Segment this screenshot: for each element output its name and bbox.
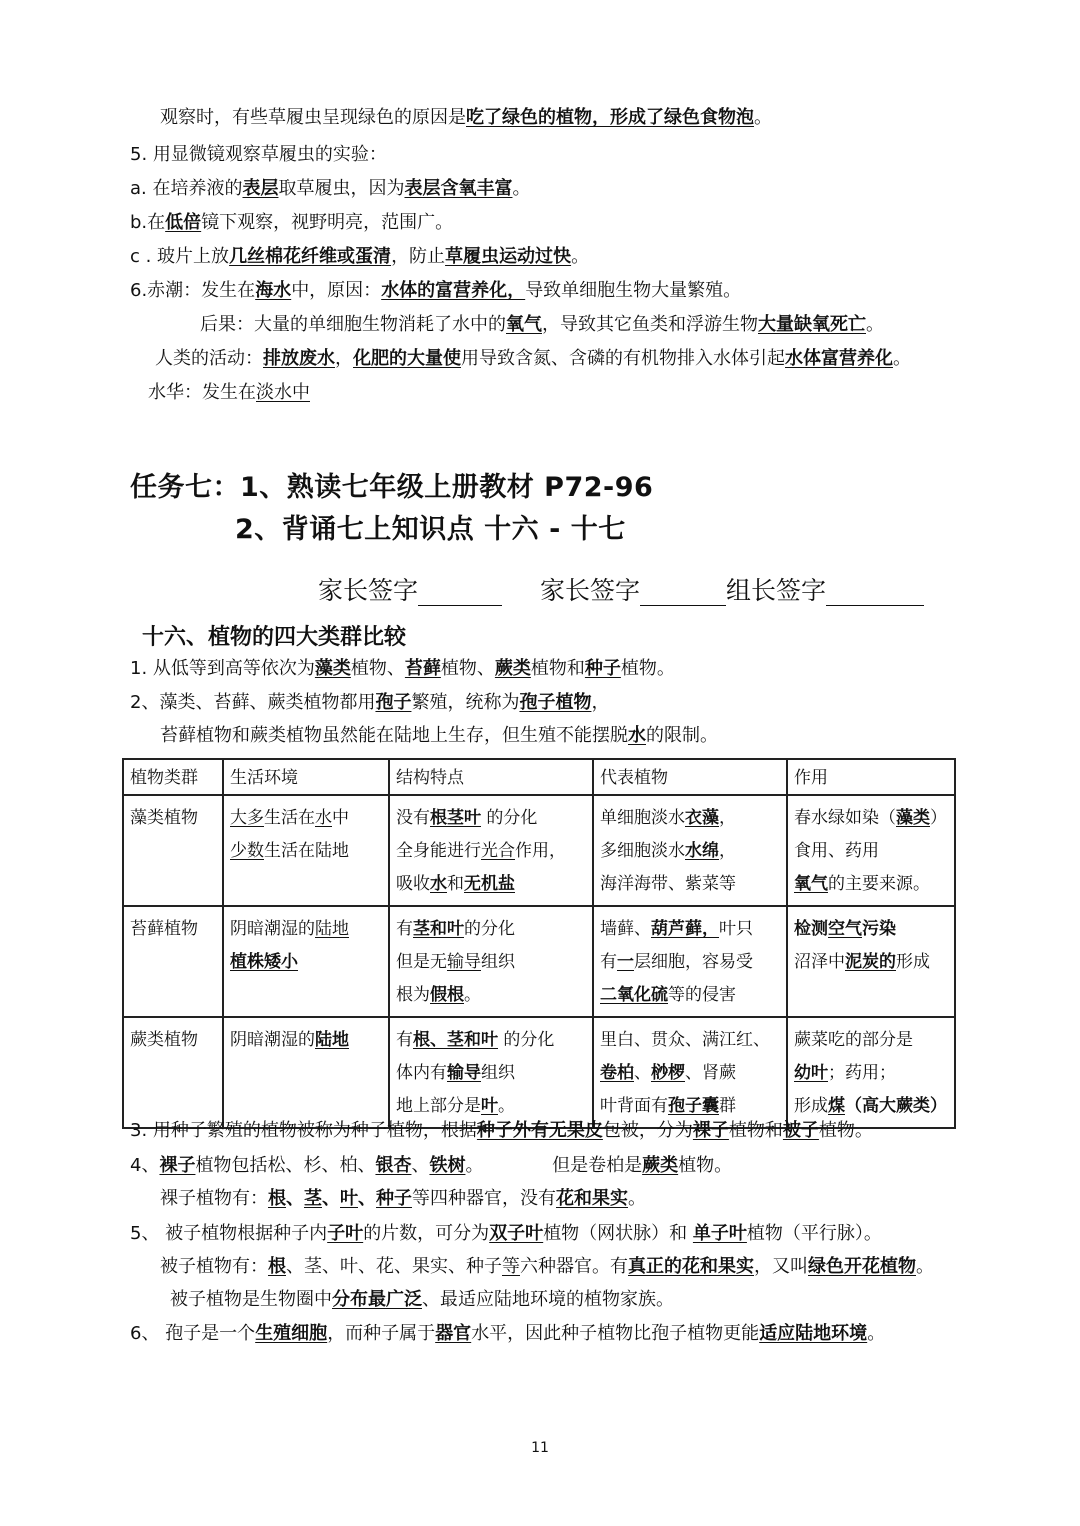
answer: 表层 bbox=[242, 178, 279, 199]
table-row bbox=[123, 795, 955, 906]
text: 、 bbox=[358, 1188, 376, 1209]
leader-signature-blank[interactable] bbox=[826, 576, 924, 606]
text: 水华：发生在 bbox=[148, 382, 256, 403]
answer: 蕨类 bbox=[642, 1155, 679, 1176]
text: ， bbox=[719, 808, 736, 828]
text: 。 bbox=[866, 314, 884, 335]
answer: 苔藓 bbox=[404, 658, 441, 679]
answer: 大量缺氧死亡 bbox=[758, 314, 866, 335]
answer: 孢子植物 bbox=[519, 692, 592, 713]
text: c . 玻片上放 bbox=[130, 246, 230, 267]
line-microscope-title bbox=[130, 143, 387, 167]
table-header: 生活环境 bbox=[223, 759, 389, 795]
text: 后果：大量的单细胞生物消耗了水中的 bbox=[200, 314, 506, 335]
env-cell bbox=[223, 795, 389, 906]
answer: 衣藻 bbox=[685, 808, 719, 828]
group-name: 藻类植物 bbox=[123, 795, 223, 906]
answer: 根、茎和叶 bbox=[413, 1030, 498, 1050]
text: 裸子植物有： bbox=[160, 1188, 268, 1209]
parent-signature-blank-1[interactable] bbox=[418, 576, 502, 606]
text: 取草履虫，因为 bbox=[278, 178, 405, 199]
text: ，又叫 bbox=[754, 1256, 808, 1277]
answer: 真正的花和果实 bbox=[628, 1256, 754, 1277]
answer: 几丝棉花纤维或蛋清 bbox=[229, 246, 392, 267]
line-observe-green bbox=[160, 106, 772, 130]
after-p4b bbox=[160, 1187, 646, 1211]
line-b bbox=[130, 211, 453, 235]
text: 、茎、叶、花、果实、种子 bbox=[286, 1256, 502, 1277]
text: 5. 用显微镜观察草履虫的实验： bbox=[130, 144, 387, 165]
text: 植物、 bbox=[440, 658, 495, 679]
table-header: 代表植物 bbox=[593, 759, 787, 795]
answer: 光合 bbox=[481, 841, 515, 861]
text: 中，原因： bbox=[291, 280, 382, 301]
answer: 植株矮小 bbox=[230, 952, 298, 972]
answer: 孢子 bbox=[375, 692, 412, 713]
text: 、 bbox=[286, 1188, 304, 1209]
text: 苔藓植物和蕨类植物虽然能在陆地上生存，但生殖不能摆脱 bbox=[160, 725, 628, 746]
answer: 双子叶 bbox=[489, 1223, 544, 1244]
answer: 蕨类 bbox=[494, 658, 531, 679]
answer: 大多 bbox=[230, 808, 264, 828]
task-title-line2: 2、背诵七上知识点 十六 - 十七 bbox=[235, 514, 626, 545]
answer: 绿色开花植物 bbox=[808, 1256, 916, 1277]
answer: 种子 bbox=[376, 1188, 412, 1209]
text: 的主要来源。 bbox=[828, 874, 930, 894]
text: 、肾蕨 bbox=[685, 1063, 736, 1083]
text: 包被，分为 bbox=[602, 1120, 693, 1141]
text: 的分化 bbox=[464, 919, 515, 939]
answer: 输导 bbox=[447, 1063, 481, 1083]
task-title-line1: 任务七：1、熟读七年级上册教材 P72-96 bbox=[130, 472, 654, 503]
answer: 藻类 bbox=[314, 658, 351, 679]
answer: 种子外有无果皮 bbox=[476, 1120, 603, 1141]
answer: 假根 bbox=[430, 985, 464, 1005]
text: 6.赤潮：发生在 bbox=[130, 280, 256, 301]
text: 被子植物是生物圈中 bbox=[170, 1289, 332, 1310]
table-header: 结构特点 bbox=[389, 759, 593, 795]
text: 里白、贯众、满江红、 bbox=[600, 1030, 770, 1050]
text: 生活在 bbox=[264, 808, 315, 828]
text: 、最适应陆地环境的植物家族。 bbox=[422, 1289, 674, 1310]
text: 阴暗潮湿的 bbox=[230, 919, 315, 939]
text: ） bbox=[930, 808, 947, 828]
after-p3 bbox=[130, 1119, 873, 1143]
text: 作用， bbox=[515, 841, 566, 861]
text: 六种器官。有 bbox=[520, 1256, 628, 1277]
answer: 裸子 bbox=[692, 1120, 729, 1141]
text: 和 bbox=[447, 874, 464, 894]
leader-signature-label: 组长签字 bbox=[726, 576, 827, 605]
struct-cell bbox=[389, 906, 593, 1017]
answer: 少数 bbox=[230, 841, 264, 861]
answer: 低倍 bbox=[165, 212, 202, 233]
use-cell bbox=[787, 906, 955, 1017]
line-c bbox=[130, 245, 589, 269]
answer: 根 bbox=[268, 1256, 286, 1277]
text: 植物。 bbox=[678, 1155, 733, 1176]
section-16-title: 十六、植物的四大类群比较 bbox=[142, 625, 407, 650]
text: 植物、 bbox=[350, 658, 405, 679]
text: 阴暗潮湿的 bbox=[230, 1030, 315, 1050]
answer: 分布最广泛 bbox=[332, 1289, 422, 1310]
parent-signature-label-1: 家长签字 bbox=[318, 576, 419, 605]
after-p5b bbox=[160, 1255, 934, 1279]
rep-cell bbox=[593, 906, 787, 1017]
answer: 茎 bbox=[304, 1188, 322, 1209]
table-header: 植物类群 bbox=[123, 759, 223, 795]
text: 体内有 bbox=[396, 1063, 447, 1083]
answer: 叶 bbox=[481, 1096, 498, 1116]
text: 沼泽中 bbox=[794, 952, 845, 972]
use-cell bbox=[787, 795, 955, 906]
text: 植物（网状脉）和 bbox=[543, 1223, 693, 1244]
answer: 化肥的大量使 bbox=[353, 348, 461, 369]
text: 中 bbox=[332, 808, 349, 828]
line-a bbox=[130, 177, 530, 201]
answer: 根茎叶 bbox=[430, 808, 481, 828]
answer: 被子 bbox=[782, 1120, 819, 1141]
text: 春水绿如染（ bbox=[794, 808, 896, 828]
answer: 茎和叶 bbox=[413, 919, 464, 939]
parent-signature-label-2: 家长签字 bbox=[540, 576, 641, 605]
text: 多细胞 bbox=[600, 841, 651, 861]
answer: 淡水中 bbox=[256, 382, 310, 403]
plant-comparison-table bbox=[122, 758, 956, 1129]
text: 用导致含氮、含磷的有机物排入水体引起 bbox=[461, 348, 785, 369]
text: 的分化 bbox=[498, 1030, 555, 1050]
answer: 水体富营养化 bbox=[785, 348, 893, 369]
answer: 陆地 bbox=[315, 1030, 349, 1050]
answer: 根 bbox=[268, 1188, 286, 1209]
answer: 葫芦藓， bbox=[651, 919, 719, 939]
text: 。 但是卷柏是 bbox=[465, 1155, 643, 1176]
text: 淡水 bbox=[651, 841, 685, 861]
after-p4 bbox=[130, 1154, 732, 1178]
text: 植物和 bbox=[728, 1120, 783, 1141]
text: ；药用； bbox=[828, 1063, 896, 1083]
text: 6、 孢子是一个 bbox=[130, 1323, 256, 1344]
answer: 煤 bbox=[828, 1096, 845, 1116]
text: 根为 bbox=[396, 985, 430, 1005]
answer: 水 bbox=[430, 874, 447, 894]
text: 叶只 bbox=[719, 919, 753, 939]
text: 淡水 bbox=[651, 808, 685, 828]
text: 。 bbox=[512, 178, 531, 199]
text: ，而种子属于 bbox=[327, 1323, 436, 1344]
group-name: 苔藓植物 bbox=[123, 906, 223, 1017]
text: ， bbox=[335, 348, 353, 369]
answer: 草履虫运动过快 bbox=[445, 246, 572, 267]
text: 。 bbox=[893, 348, 911, 369]
answer: 桫椤 bbox=[651, 1063, 685, 1083]
text: 被子植物有： bbox=[160, 1256, 268, 1277]
text: 检测 bbox=[794, 919, 828, 939]
text: 繁殖，统称为 bbox=[411, 692, 520, 713]
struct-cell bbox=[389, 1017, 593, 1128]
text: 5、 被子植物根据种子内 bbox=[130, 1223, 328, 1244]
page-number: 11 bbox=[531, 1440, 549, 1456]
table-row bbox=[123, 1017, 955, 1128]
after-p5 bbox=[130, 1222, 882, 1246]
answer: 单子叶 bbox=[692, 1223, 747, 1244]
text: 组织 bbox=[481, 952, 515, 972]
text: 、 bbox=[634, 1063, 651, 1083]
answer: 种子 bbox=[584, 658, 621, 679]
answer: 氧气 bbox=[794, 874, 828, 894]
text: 导致单细胞生物大量繁殖。 bbox=[525, 280, 742, 301]
text: 但是无 bbox=[396, 952, 447, 972]
answer: 铁树 bbox=[429, 1155, 466, 1176]
text: ， bbox=[719, 841, 736, 861]
text: 人类的活动： bbox=[155, 348, 263, 369]
answer: 输导 bbox=[447, 952, 481, 972]
answer: 空气 bbox=[828, 919, 862, 939]
answer: 水绵 bbox=[685, 841, 719, 861]
text: 等四种器官，没有 bbox=[412, 1188, 556, 1209]
text: a. 在培养液的 bbox=[130, 178, 243, 199]
answer: 海水 bbox=[255, 280, 292, 301]
line-consequence bbox=[200, 313, 884, 337]
answer: 等 bbox=[502, 1256, 520, 1277]
text: 。 bbox=[464, 985, 481, 1005]
text: 单细胞 bbox=[600, 808, 651, 828]
answer: 二氧化硫 bbox=[600, 985, 668, 1005]
use-cell bbox=[787, 1017, 955, 1128]
text: 观察时，有些草履虫呈现绿色的原因是 bbox=[160, 107, 466, 128]
answer: 水体的富营养化， bbox=[381, 280, 526, 301]
answer: 一 bbox=[617, 952, 634, 972]
text: ，防止 bbox=[391, 246, 446, 267]
text: 、 bbox=[322, 1188, 340, 1209]
text: （高大蕨类） bbox=[845, 1096, 947, 1116]
text: 植物包括松、杉、柏、 bbox=[195, 1155, 376, 1176]
text: 、 bbox=[411, 1155, 430, 1176]
text: 叶背面有 bbox=[600, 1096, 668, 1116]
answer: 适应陆地环境 bbox=[759, 1323, 868, 1344]
answer: 水 bbox=[628, 725, 646, 746]
text: 植物和 bbox=[530, 658, 585, 679]
answer: 排放废水 bbox=[263, 348, 335, 369]
text: 水平，因此种子植物比孢子植物更能 bbox=[471, 1323, 760, 1344]
answer: 花和果实 bbox=[556, 1188, 628, 1209]
text: 地上部分是 bbox=[396, 1096, 481, 1116]
answer: 幼叶 bbox=[794, 1063, 828, 1083]
answer: 吃了绿色的植物，形成了绿色食物泡 bbox=[466, 107, 754, 128]
text: 没有 bbox=[396, 808, 430, 828]
answer: 泥炭的 bbox=[845, 952, 896, 972]
table-header: 作用 bbox=[787, 759, 955, 795]
answer: 生殖细胞 bbox=[255, 1323, 328, 1344]
answer: 孢子囊 bbox=[668, 1096, 719, 1116]
answer: 子叶 bbox=[327, 1223, 364, 1244]
text: 有 bbox=[600, 952, 617, 972]
text: 有 bbox=[396, 1030, 413, 1050]
table-header-row bbox=[123, 759, 955, 795]
answer: 氧气 bbox=[506, 314, 542, 335]
text: 植物（平行脉）。 bbox=[746, 1223, 882, 1244]
text: 组织 bbox=[481, 1063, 515, 1083]
after-p5c bbox=[170, 1288, 674, 1312]
answer: 水 bbox=[315, 808, 332, 828]
text: 3. 用种子繁殖的植物被称为种子植物，根据 bbox=[130, 1120, 477, 1141]
text: 等的侵害 bbox=[668, 985, 736, 1005]
line-human-activity bbox=[155, 347, 911, 371]
text: 植物。 bbox=[620, 658, 675, 679]
answer: 藻类 bbox=[896, 808, 930, 828]
answer: 银杏 bbox=[375, 1155, 412, 1176]
struct-cell bbox=[389, 795, 593, 906]
answer: 卷柏 bbox=[600, 1063, 634, 1083]
text: 植物。 bbox=[818, 1120, 873, 1141]
text: 群 bbox=[719, 1096, 736, 1116]
text: 层细胞，容易受 bbox=[634, 952, 753, 972]
text: 2、藻类、苔藓、蕨类植物都用 bbox=[130, 692, 376, 713]
answer: 器官 bbox=[435, 1323, 472, 1344]
text: 镜下观察，视野明亮，范围广。 bbox=[201, 212, 454, 233]
text: 有 bbox=[396, 919, 413, 939]
text: 的分化 bbox=[481, 808, 538, 828]
text: 海洋海带、紫菜等 bbox=[600, 874, 736, 894]
text: 全身能进行 bbox=[396, 841, 481, 861]
line-water-bloom bbox=[148, 381, 324, 405]
answer: 表层含氧丰富 bbox=[404, 178, 513, 199]
answer: 无机盐 bbox=[464, 874, 515, 894]
text: 1. 从低等到高等依次为 bbox=[130, 658, 315, 679]
text: 。 bbox=[867, 1323, 886, 1344]
text: ， bbox=[591, 692, 610, 713]
text: 的限制。 bbox=[646, 725, 718, 746]
group-name: 蕨类植物 bbox=[123, 1017, 223, 1128]
text: 。 bbox=[571, 246, 590, 267]
s16-p2b bbox=[160, 724, 718, 748]
table-row bbox=[123, 906, 955, 1017]
answer: 裸子 bbox=[159, 1155, 196, 1176]
rep-cell bbox=[593, 795, 787, 906]
after-p6 bbox=[130, 1322, 885, 1346]
text: 。 bbox=[754, 107, 772, 128]
answer: 叶 bbox=[340, 1188, 358, 1209]
text: 墙藓、 bbox=[600, 919, 651, 939]
text: 4、 bbox=[130, 1155, 160, 1176]
text: ，导致其它鱼类和浮游生物 bbox=[542, 314, 758, 335]
text: 形成 bbox=[794, 1096, 828, 1116]
text: 。 bbox=[916, 1256, 934, 1277]
s16-p2 bbox=[130, 691, 609, 715]
text: 形成 bbox=[896, 952, 930, 972]
env-cell bbox=[223, 1017, 389, 1128]
rep-cell bbox=[593, 1017, 787, 1128]
text: 。 bbox=[628, 1188, 646, 1209]
s16-p1 bbox=[130, 657, 675, 681]
text: 污染 bbox=[862, 919, 896, 939]
text: 的片数，可分为 bbox=[363, 1223, 490, 1244]
env-cell bbox=[223, 906, 389, 1017]
answer: 陆地 bbox=[315, 919, 349, 939]
text: b.在 bbox=[130, 212, 166, 233]
signature-row bbox=[318, 571, 924, 607]
text: 。 bbox=[498, 1096, 515, 1116]
text: 生活在陆地 bbox=[264, 841, 349, 861]
text: 食用、药用 bbox=[794, 841, 879, 861]
text: 吸收 bbox=[396, 874, 430, 894]
line-red-tide bbox=[130, 279, 741, 303]
parent-signature-blank-2[interactable] bbox=[640, 576, 726, 606]
text: 蕨菜吃的部分是 bbox=[794, 1030, 913, 1050]
